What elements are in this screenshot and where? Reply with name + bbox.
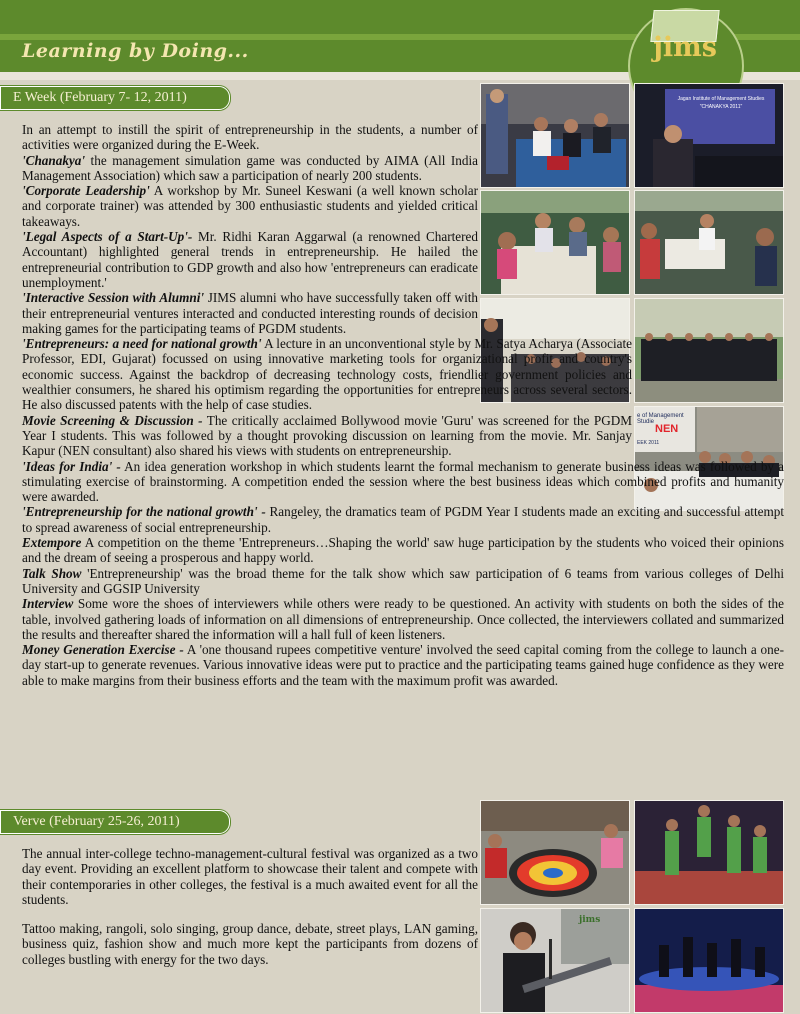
item-chanakya: 'Chanakya' the management simulation game was conducted by AIMA (All India Management Association) which saw a participation of nearly 200 students. [22, 152, 478, 183]
photo-verve-rangoli [480, 800, 630, 905]
eweek-intro: In an attempt to instill the spirit of entrepreneurship in the students, a number of activities were organized during the E-Week. [22, 122, 478, 153]
banner-text-institute: Jagan Institute of Management Studies [677, 96, 765, 102]
banner-text-jims: jims [579, 915, 601, 925]
page-title: Learning by Doing... [22, 40, 249, 62]
photo-verve-dance [634, 800, 784, 905]
item-alumni-session: 'Interactive Session with Alumni' JIMS alumni who have successfully taken off with their entrepreneurial ventures interacted and conducted interesting rounds of decision making games for the participating teams of PGDM students. [22, 290, 478, 336]
item-interview: Interview Some wore the shoes of interviewers while others were ready to be questioned. An activity with students on both the sides of the table, involved gathering loads of information on all dimensions of entrepreneurship. Once collected, the interviewers collated and summarized the results and thereafter shared the information will a hall full of keen listeners. [22, 596, 784, 642]
banner-text-studies: e of Management Studie [637, 413, 684, 425]
banner-text-week: EEK 2011 [637, 440, 660, 446]
item-money-generation: Money Generation Exercise - A 'one thousand rupees competitive venture' involved the seed capital coming from the college to launch a one-day start-up to generate revenues. Various innovative ideas were put to practice and the participating teams gained huge confidence as they were able to make margins from their business efforts and the team with the maximum profit was awarded. [22, 642, 784, 688]
item-legal-aspects: 'Legal Aspects of a Start-Up'- Mr. Ridhi Karan Aggarwal (a renowned Chartered Accountant) highlighted general trends in entrepreneurship. He hailed the entrepreneurial contribution to GDP growth and also how 'entrepreneurs can eradicate unemployment.' [22, 229, 478, 290]
item-corporate-leadership: 'Corporate Leadership' A workshop by Mr. Suneel Keswani (a well known scholar and corporate trainer) was attended by 300 enthusiastic students and yielded critical takeaways. [22, 183, 478, 229]
item-ideas-for-india: 'Ideas for India' - An idea generation workshop in which students learnt the formal mechanism to generate business ideas was followed by a stimulating exercise of brainstorming. A competition ended the session where the best business ideas which combined profits and humanity were awarded. [22, 458, 784, 505]
item-talk-show: Talk Show 'Entrepreneurship' was the broad theme for the talk show which saw participation of 6 teams from various colleges of Delhi University and GGSIP University [22, 565, 784, 596]
banner-text-chanakya: "CHANAKYA 2011" [699, 104, 743, 110]
item-entrepreneurship-national-growth: 'Entrepreneurship for the national growth' - Rangeley, the dramatics team of PGDM Year I students made an exciting and successful attempt to spread awareness of social entrepreneurship. [22, 504, 784, 535]
item-movie-screening: Movie Screening & Discussion - The critically acclaimed Bollywood movie 'Guru' was screened for the PGDM Year I students. This was followed by a thought provoking discussion on learning from the movie. Mr. Sanjay Kapur (NEN consultant) also shared his views with students on entrepreneurship. [22, 412, 632, 459]
section-tab-eweek [0, 86, 230, 110]
section-label: Verve (February 25-26, 2011) [13, 814, 180, 829]
verve-paragraph-1: The annual inter-college techno-management-cultural festival was organized as a two day event. Providing an excellent platform to showcase their talent and compete with their contemporaries in other colleges, the festival is a much awaited event for all the students. [22, 846, 478, 907]
item-national-growth-lecture: 'Entrepreneurs: a need for national growth' A lecture in an unconventional style by Mr. Satya Acharya (Associate Professor, EDI, Gujarat) focussed on using innovative marketing tools for organizational profit and country's economic success. Against the backdrop of decreasing technology costs, friendlier government policies and wealthier consumers, he shared his optimism regarding the opportunities for entrepreneurs across several sectors. He also discussed patents with the help of case studies. [22, 336, 633, 413]
verve-paragraph-2: Tattoo making, rangoli, solo singing, group dance, debate, street plays, LAN gaming, business quiz, fashion show and much more kept the participants from dozens of colleges bustling with energy for the two days. [22, 921, 478, 967]
banner-text-nen: NEN [655, 423, 679, 435]
section-tab-verve [0, 810, 230, 834]
verve-content [22, 846, 478, 981]
item-extempore: Extempore A competition on the theme 'Entrepreneurs…Shaping the world' saw huge participation by the students who voiced their opinions and the dream of seeing a prosperous and happy world. [22, 535, 784, 566]
eweek-content [22, 122, 784, 688]
photo-verve-singer [480, 908, 630, 1013]
photo-verve-stage-show [634, 908, 784, 1013]
logo-text: jims [653, 32, 717, 63]
section-label: E Week (February 7- 12, 2011) [13, 90, 187, 105]
